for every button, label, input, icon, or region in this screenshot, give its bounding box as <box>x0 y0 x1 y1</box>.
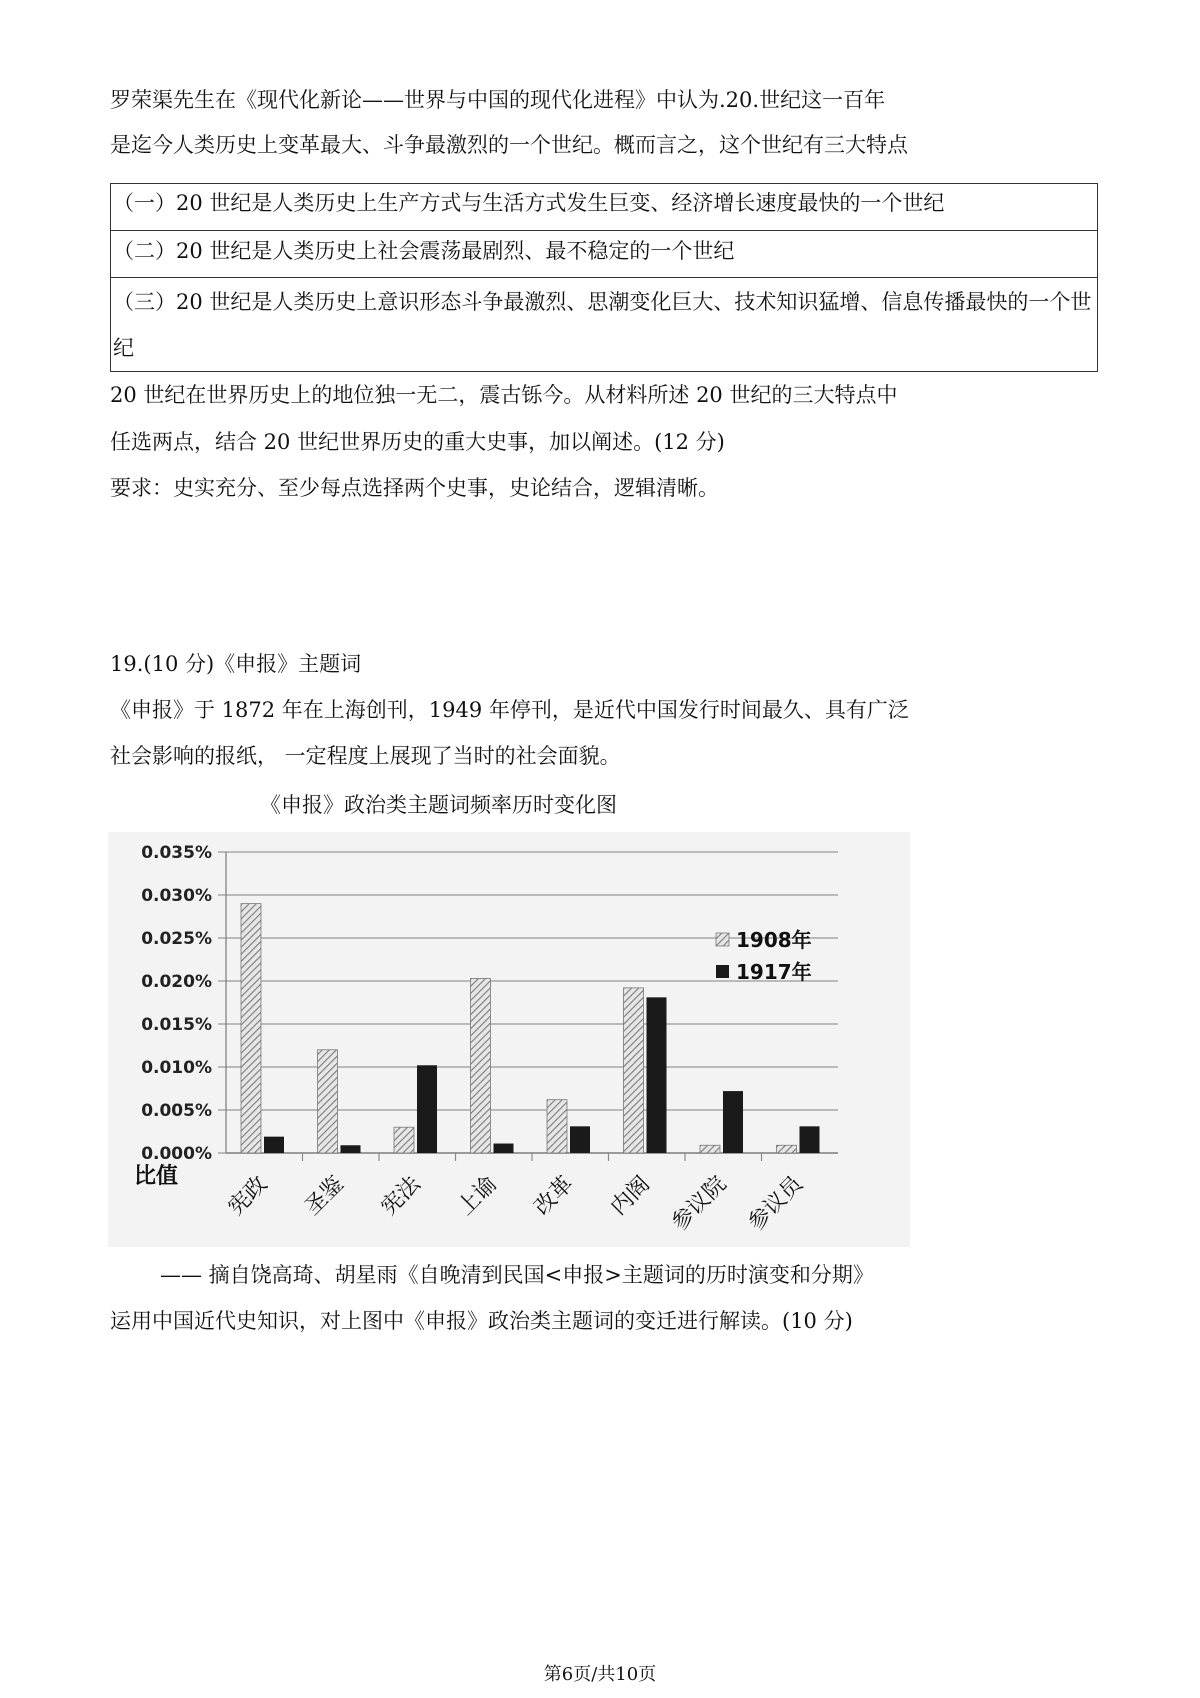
y-tick-label: 0.000% <box>141 1144 212 1164</box>
q19-question: 运用中国近代史知识，对上图中《申报》政治类主题词的变迁进行解读。(10 分) <box>110 1309 853 1333</box>
y-tick-label: 0.035% <box>141 843 212 863</box>
y-tick-label: 0.010% <box>141 1058 212 1078</box>
bar-1908 <box>471 978 491 1153</box>
page-footer: 第6页/共10页 <box>543 1664 657 1685</box>
bar-1908 <box>700 1145 720 1153</box>
q18-line-1: 20 世纪在世界历史上的地位独一无二，震古铄今。从材料所述 20 世纪的三大特点中 <box>110 383 898 407</box>
y-axis-label: 比值 <box>134 1164 179 1189</box>
feature-1: （一）20 世纪是人类历史上生产方式与生活方式发生巨变、经济增长速度最快的一个世纪 <box>111 184 1098 231</box>
y-tick-label: 0.020% <box>141 972 212 992</box>
x-category-label: 参议院 <box>667 1171 732 1236</box>
feature-2: （二）20 世纪是人类历史上社会震荡最剧烈、最不稳定的一个世纪 <box>111 231 1098 278</box>
legend-swatch-1908 <box>716 933 729 946</box>
bar-1917 <box>647 997 667 1153</box>
bar-1917 <box>800 1126 820 1153</box>
bar-1917 <box>341 1145 361 1153</box>
x-category-label: 上谕 <box>453 1171 502 1221</box>
x-category-label: 改革 <box>529 1171 579 1221</box>
y-tick-label: 0.025% <box>141 929 212 949</box>
bar-1908 <box>777 1145 797 1153</box>
chart-title: 《申报》政治类主题词频率历时变化图 <box>260 793 617 817</box>
bar-1908 <box>394 1127 414 1153</box>
bar-1917 <box>723 1091 743 1153</box>
q18-line-2: 任选两点，结合 20 世纪世界历史的重大史事，加以阐述。(12 分) <box>110 430 725 454</box>
bar-1908 <box>318 1050 338 1153</box>
x-category-label: 圣鉴 <box>300 1171 349 1221</box>
bar-1917 <box>494 1144 514 1153</box>
bar-1908 <box>624 988 644 1153</box>
y-tick-label: 0.005% <box>141 1101 212 1121</box>
chart-source: —— 摘自饶高琦、胡星雨《自晚清到民国<申报>主题词的历时演变和分期》 <box>160 1263 874 1287</box>
intro-line-1: 罗荣渠先生在《现代化新论——世界与中国的现代化进程》中认为.20.世纪这一百年 <box>110 88 886 112</box>
legend-label-1908: 1908年 <box>736 928 812 952</box>
bar-1917 <box>264 1137 284 1153</box>
q18-requirement: 要求：史实充分、至少每点选择两个史事，史论结合，逻辑清晰。 <box>110 476 719 500</box>
feature-3: （三）20 世纪是人类历史上意识形态斗争最激烈、思潮变化巨大、技术知识猛增、信息传播最快的一个世纪 <box>111 278 1098 372</box>
q19-heading: 19.(10 分)《申报》主题词 <box>110 652 362 676</box>
x-category-label: 宪政 <box>223 1171 273 1221</box>
bar-1917 <box>570 1126 590 1153</box>
y-tick-label: 0.015% <box>141 1015 212 1035</box>
x-category-label: 参议员 <box>743 1171 808 1236</box>
bar-1908 <box>241 904 261 1153</box>
chart-svg <box>108 832 910 1247</box>
q19-para-2: 社会影响的报纸， 一定程度上展现了当时的社会面貌。 <box>110 744 621 768</box>
q19-para-1: 《申报》于 1872 年在上海创刊，1949 年停刊，是近代中国发行时间最久、具有广泛 <box>110 698 909 722</box>
features-table <box>110 183 1098 372</box>
legend-swatch-1917 <box>716 965 729 978</box>
bar-1908 <box>547 1100 567 1153</box>
intro-line-2: 是迄今人类历史上变革最大、斗争最激烈的一个世纪。概而言之，这个世纪有三大特点 <box>110 133 908 157</box>
bar-1917 <box>417 1065 437 1153</box>
y-tick-label: 0.030% <box>141 886 212 906</box>
bar-chart <box>108 832 910 1247</box>
x-category-label: 内阁 <box>606 1171 655 1221</box>
legend-label-1917: 1917年 <box>736 960 812 984</box>
x-category-label: 宪法 <box>376 1171 426 1221</box>
